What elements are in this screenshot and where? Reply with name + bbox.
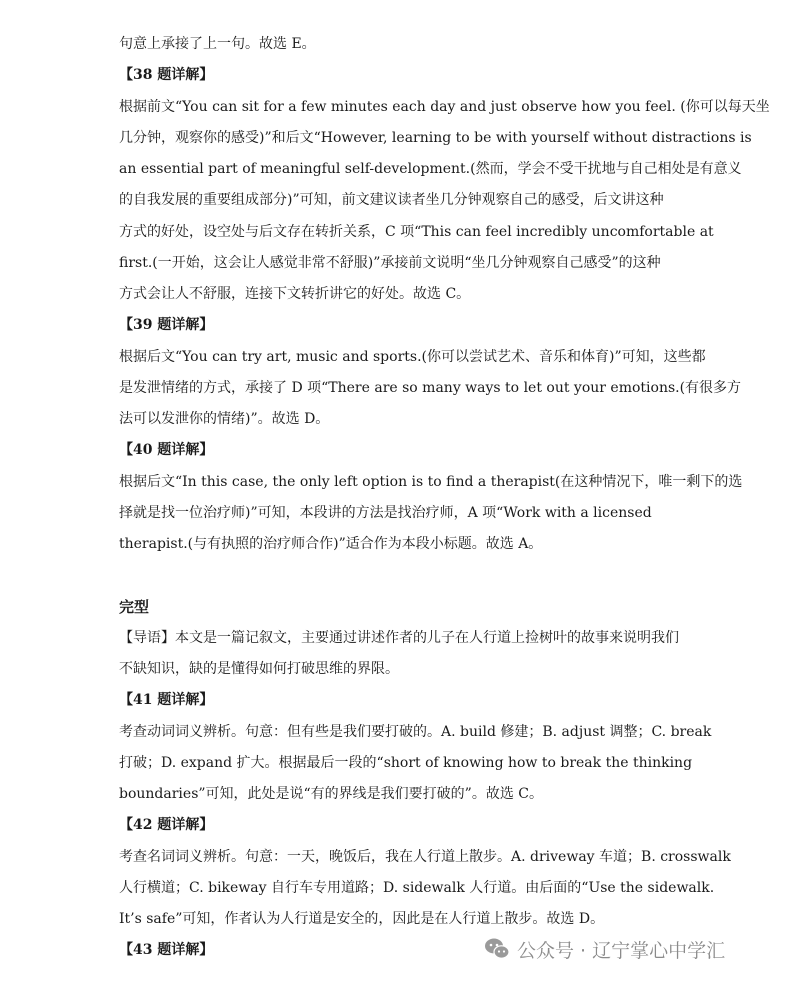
question-heading: 【42 题详解】 <box>119 817 214 834</box>
paragraph-line: 根据前文“You can sit for a few minutes each day and just observe how you feel. (你可以每天坐 <box>119 98 770 115</box>
paragraph-line: It’s safe”可知，作者认为人行道是安全的，因此是在人行道上散步。故选 D。 <box>119 911 605 927</box>
paragraph-line: 根据后文“In this case, the only left option is to find a therapist(在这种情况下，唯一剩下的选 <box>119 473 743 490</box>
paragraph-line: 【导语】本文是一篇记叙文，主要通过讲述作者的儿子在人行道上捡树叶的故事来说明我们 <box>119 629 679 646</box>
paragraph-line: 句意上承接了上一句。故选 E。 <box>119 36 316 52</box>
question-heading: 【43 题详解】 <box>119 942 214 959</box>
paragraph-line: 择就是找一位治疗师)”可知，本段讲的方法是找治疗师，A 项“Work with a licensed <box>119 504 652 521</box>
paragraph-line: first.(一开始，这会让人感觉非常不舒服)”承接前文说明“坐几分钟观察自己感受”的这种 <box>119 254 661 271</box>
paragraph-line: 的自我发展的重要组成部分)”可知，前文建议读者坐几分钟观察自己的感受，后文讲这种 <box>119 192 664 209</box>
wechat-icon <box>483 935 511 963</box>
paragraph-line: 法可以发泄你的情绪)”。故选 D。 <box>119 411 330 427</box>
paragraph-line: an essential part of meaningful self-development.(然而，学会不受干扰地与自己相处是有意义 <box>119 161 742 177</box>
watermark <box>483 934 725 964</box>
paragraph-line: 方式会让人不舒服，连接下文转折讲它的好处。故选 C。 <box>119 286 471 302</box>
question-heading: 【41 题详解】 <box>119 692 214 709</box>
paragraph-line: 不缺知识，缺的是懂得如何打破思维的界限。 <box>119 661 399 677</box>
paragraph-line: 几分钟，观察你的感受)”和后文“However, learning to be with yourself without distractions is <box>119 129 752 146</box>
section-title: 完型 <box>119 597 150 616</box>
watermark-text: 公众号 · 辽宁掌心中学汇 <box>517 939 726 962</box>
paragraph-line: 考查名词词义辨析。句意：一天，晚饭后，我在人行道上散步。A. driveway 车道；B. crosswalk <box>119 848 731 865</box>
question-heading: 【39 题详解】 <box>119 317 214 334</box>
paragraph-line: therapist.(与有执照的治疗师合作)”适合作为本段小标题。故选 A。 <box>119 536 543 552</box>
paragraph-line: boundaries”可知，此处是说“有的界线是我们要打破的”。故选 C。 <box>119 786 544 802</box>
paragraph-line: 是发泄情绪的方式，承接了 D 项“There are so many ways to let out your emotions.(有很多方 <box>119 379 742 396</box>
paragraph-line: 人行横道；C. bikeway 自行车专用道路；D. sidewalk 人行道。由后面的“Use the sidewalk. <box>119 879 715 896</box>
paragraph-line: 根据后文“You can try art, music and sports.(你可以尝试艺术、音乐和体育)”可知，这些都 <box>119 348 706 365</box>
paragraph-line: 方式的好处，设空处与后文存在转折关系，C 项“This can feel incredibly uncomfortable at <box>119 223 714 240</box>
paragraph-line: 打破；D. expand 扩大。根据最后一段的“short of knowing how to break the thinking <box>119 754 693 771</box>
question-heading: 【40 题详解】 <box>119 442 214 459</box>
question-heading: 【38 题详解】 <box>119 67 214 84</box>
paragraph-line: 考查动词词义辨析。句意：但有些是我们要打破的。A. build 修建；B. adjust 调整；C. break <box>119 723 712 740</box>
